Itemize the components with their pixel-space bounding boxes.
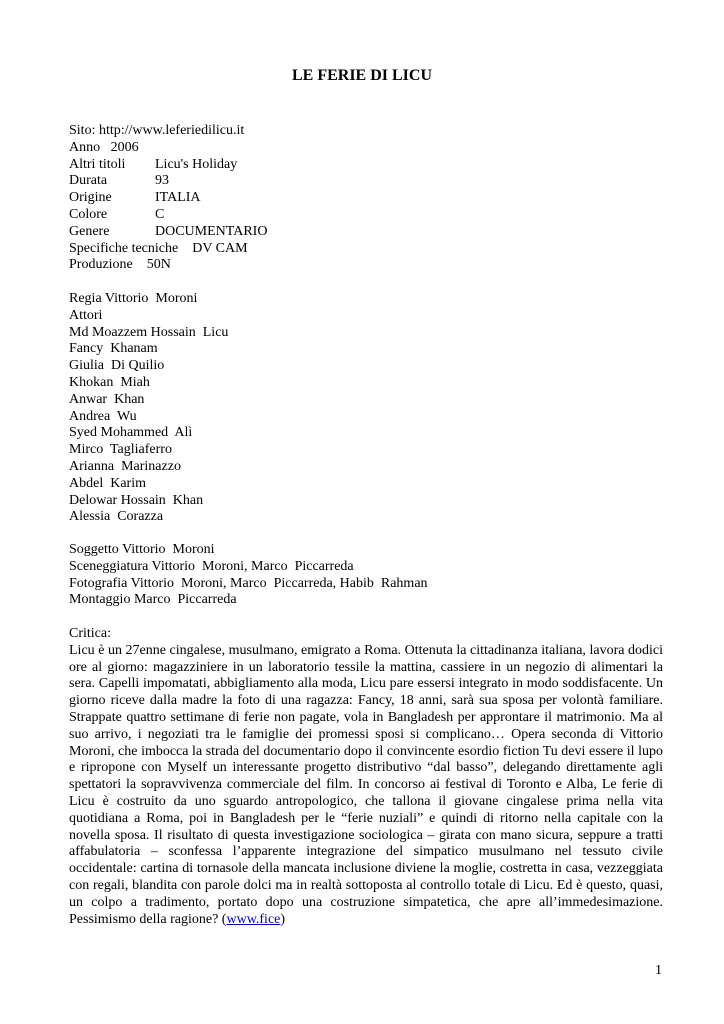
info-row <box>69 157 663 174</box>
critica-close: ) <box>280 911 286 927</box>
site-line: Sito: http://www.leferiedilicu.it <box>69 123 245 138</box>
actor-item: Giulia Di Quilio <box>69 358 165 374</box>
info-row <box>69 190 663 207</box>
info-value: DOCUMENTARIO <box>155 223 268 239</box>
info-row <box>69 224 663 241</box>
actor-item: Fancy Khanam <box>69 341 158 357</box>
info-label: Genere <box>69 223 110 239</box>
crew-item: Sceneggiatura Vittorio Moroni, Marco Piccarreda <box>69 558 354 574</box>
actor-item: Alessia Corazza <box>69 509 164 525</box>
actor-item: Andrea Wu <box>69 408 137 424</box>
actor-item: Arianna Marinazzo <box>69 458 181 474</box>
info-section <box>69 123 663 274</box>
info-value: C <box>155 206 165 222</box>
crew-item: Fotografia Vittorio Moroni, Marco Piccarreda, Habib Rahman <box>69 575 428 591</box>
info-value: ITALIA <box>155 190 201 206</box>
actor-item: Syed Mohammed Alì <box>69 425 193 441</box>
critica-text <box>69 643 663 929</box>
info-value: Licu's Holiday <box>155 156 238 172</box>
info-label: Durata <box>69 173 108 189</box>
actor-item: Delowar Hossain Khan <box>69 492 204 508</box>
critica-section <box>69 626 663 928</box>
crew-item: Montaggio Marco Piccarreda <box>69 592 237 608</box>
actor-item: Md Moazzem Hossain Licu <box>69 324 229 340</box>
cast-section <box>69 291 663 526</box>
critica-body: Licu è un 27enne cingalese, musulmano, emigrato a Roma. Ottenuta la cittadinanza italiana, lavora dodici ore al giorno: magazziniere in un laboratorio tessile la mattina, cassiere in un negozio di alimentari la sera. Capelli impomatati, abbigliamento alla moda, Licu pare essersi integrato in modo soddisfacente. Un giorno riceve dalla madre la foto di una ragazza: Fancy, 18 anni, sarà sua sposa per volontà familiare. Strappate quattro settimane di ferie non pagate, vola in Bangladesh per approntare il matrimonio. Ma al suo arrivo, i negoziati tra le famiglie dei promessi sposi si complicano… Opera seconda di Vittorio Moroni, che imbocca la strada del documentario dopo il convincente esordio fiction Tu devi essere il lupo e ripropone con Myself un interessante progetto distributivo “dal basso”, delegando direttamente agli spettatori la sopravvivenza commerciale del film. In concorso ai festival di Toronto e Alba, Le ferie di Licu è costruito da uno sguardo antropologico, che tallona il giovane cingalese prima nella vita quotidiana a Roma, poi in Bangladesh per le “ferie nuziali” e quindi di ritorno nella capitale con la novella sposa. Il risultato di questa investigazione sociologica – girata con mano sicura, seppure a tratti affabulatoria – sconfessa l’apparente integrazione del simpatico musulmano nel tessuto civile occidentale: cartina di tornasole della mancata inclusione diviene la moglie, costretta in casa, vezzeggiata con regali, blandita con parole dolci ma in realtà sottoposta al controllo totale di Licu. Ed è questo, quasi, un colpo a tradimento, portato dopo una costruzione simpatetica, che apre all’immedesimazione. Pessimismo della ragione? ( <box>69 642 663 927</box>
page-number: 1 <box>655 963 662 978</box>
production-line: Produzione 50N <box>69 257 171 273</box>
director-line: Regia Vittorio Moroni <box>69 291 198 306</box>
actor-item: Abdel Karim <box>69 475 146 491</box>
info-label: Origine <box>69 190 112 206</box>
info-label: Altri titoli <box>69 156 126 172</box>
crew-section <box>69 542 663 609</box>
critica-label: Critica: <box>69 626 111 641</box>
document-title: LE FERIE DI LICU <box>291 67 433 84</box>
info-label: Colore <box>69 206 108 222</box>
actor-item: Anwar Khan <box>69 391 145 407</box>
actor-item: Mirco Tagliaferro <box>69 442 172 458</box>
actors-label: Attori <box>69 307 103 323</box>
source-link[interactable]: www.fice <box>226 911 281 927</box>
crew-item: Soggetto Vittorio Moroni <box>69 542 215 557</box>
info-value: 93 <box>155 173 169 189</box>
info-row <box>69 207 663 224</box>
actor-item: Khokan Miah <box>69 374 150 390</box>
info-row <box>69 173 663 190</box>
year-line: Anno 2006 <box>69 139 139 155</box>
specs-line: Specifiche tecniche DV CAM <box>69 240 248 256</box>
